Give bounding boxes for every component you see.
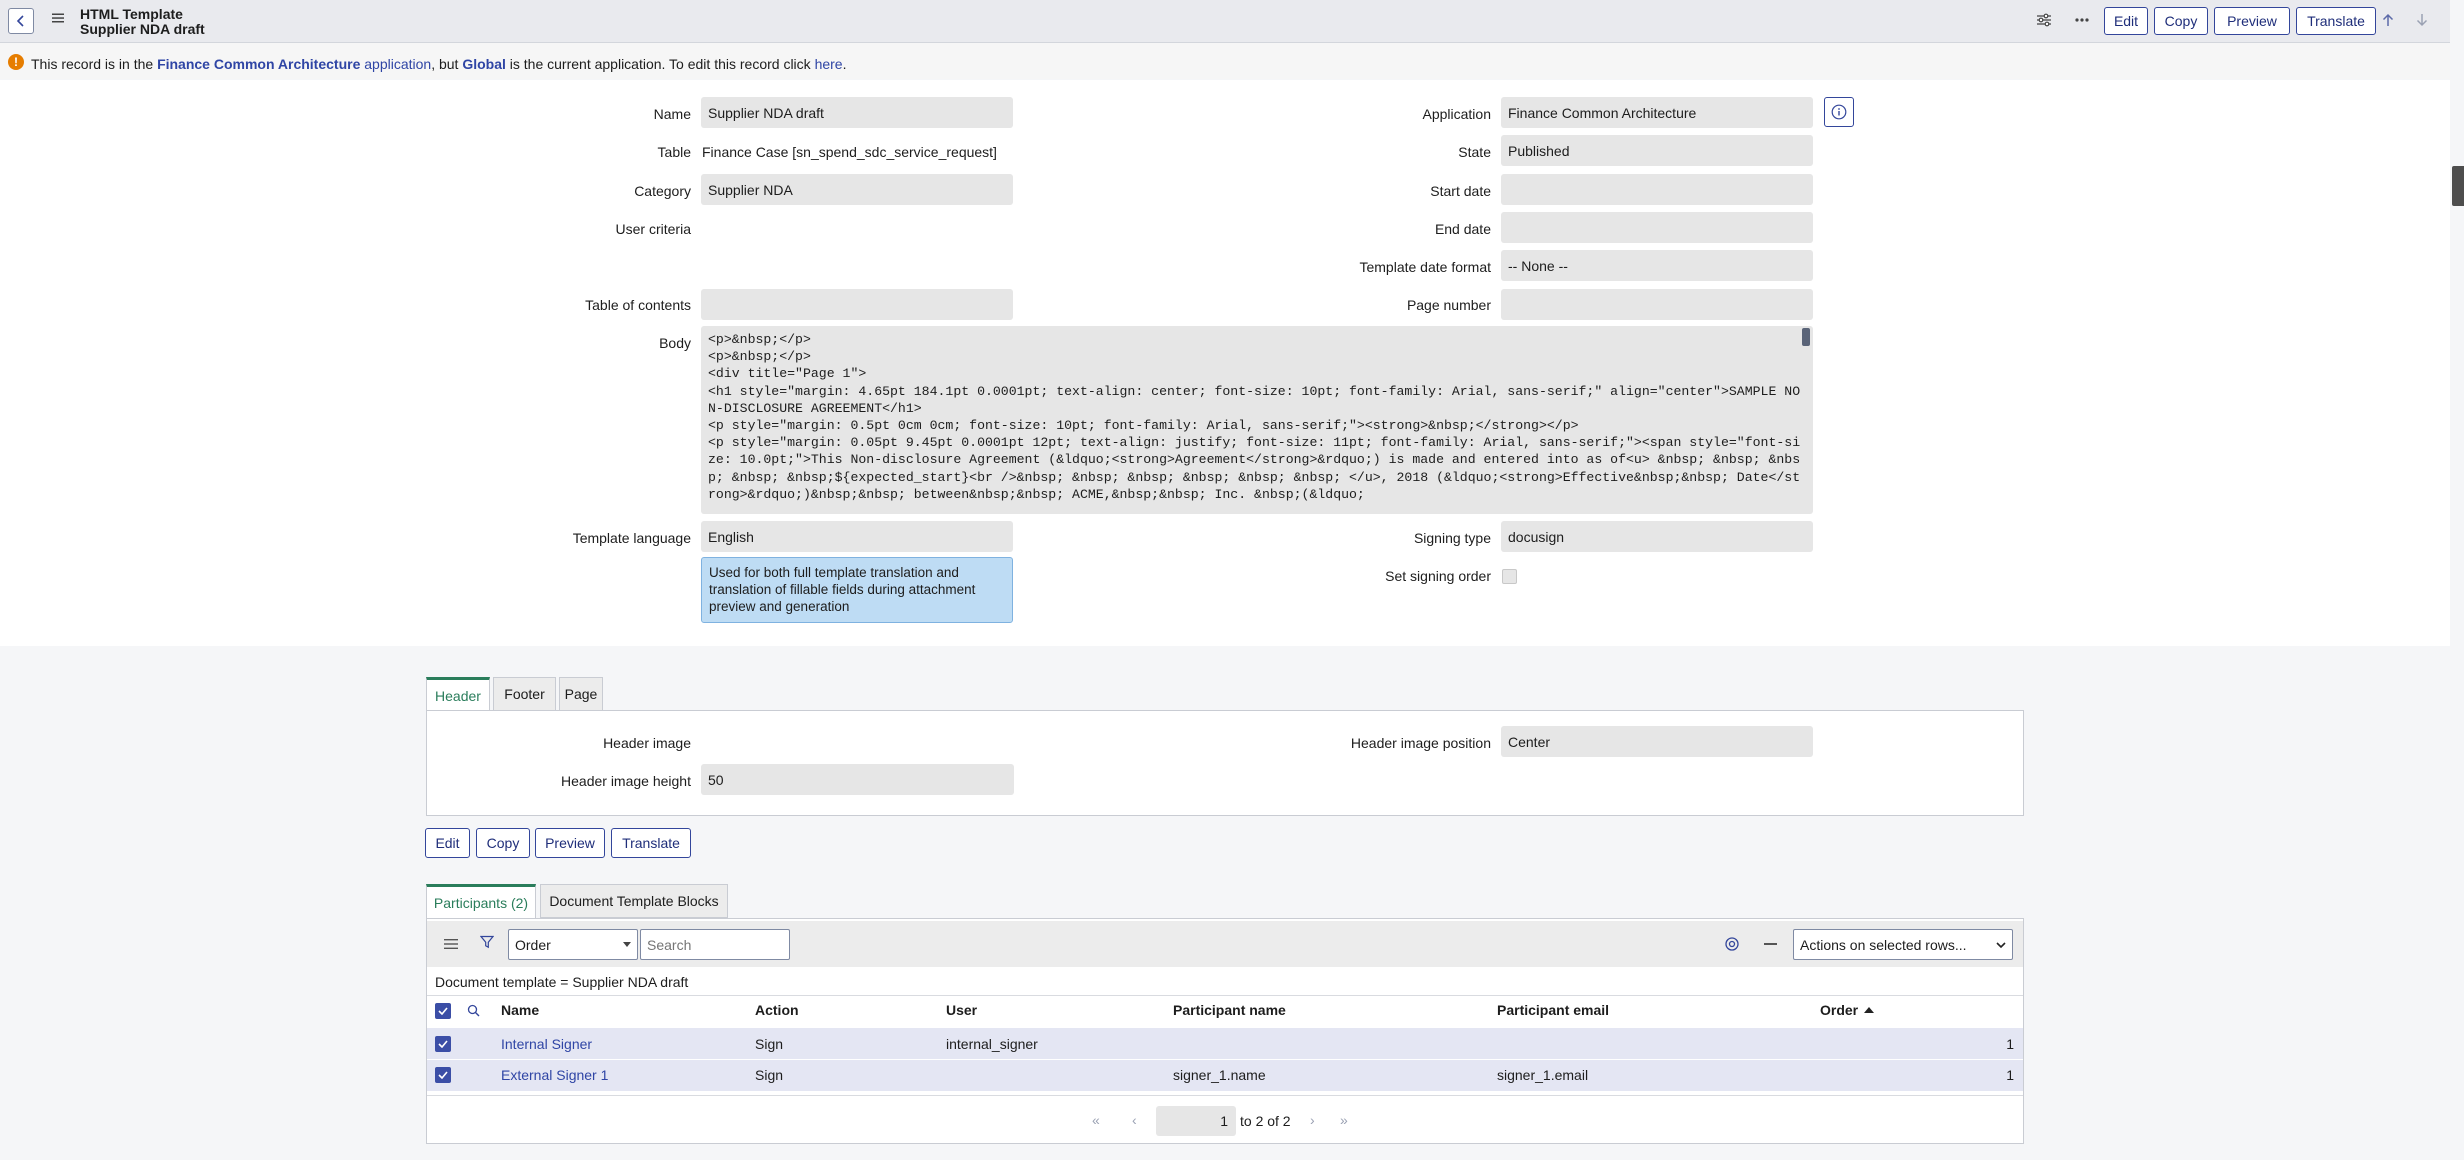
set-signing-order-checkbox[interactable] [1502, 569, 1517, 584]
row-action: Sign [755, 1036, 784, 1052]
arrow-up-icon[interactable] [2378, 10, 2398, 30]
state-field[interactable]: Published [1501, 135, 1813, 166]
tab-page[interactable]: Page [559, 677, 603, 711]
tab-footer[interactable]: Footer [493, 677, 556, 711]
header-image-position-select[interactable]: Center [1501, 726, 1813, 757]
name-field[interactable]: Supplier NDA draft [701, 97, 1013, 128]
settings-sliders-icon[interactable] [2034, 10, 2054, 30]
tab-header[interactable]: Header [426, 677, 490, 711]
select-all-checkbox[interactable] [435, 1003, 451, 1019]
user-criteria-label: User criteria [615, 221, 691, 237]
filter-icon[interactable] [480, 935, 494, 952]
template-language-label: Template language [572, 530, 691, 546]
previous-page-icon[interactable]: ‹ [1132, 1112, 1137, 1128]
toc-label: Table of contents [585, 297, 691, 313]
next-page-icon[interactable]: › [1310, 1112, 1315, 1128]
name-label: Name [653, 106, 691, 122]
application-field[interactable]: Finance Common Architecture [1501, 97, 1813, 128]
list-menu-icon[interactable] [444, 937, 458, 953]
row-participant-name: signer_1.name [1173, 1067, 1266, 1083]
list-search-input[interactable] [640, 929, 790, 960]
chevron-down-icon [1996, 941, 2006, 949]
template-language-field[interactable]: English [701, 521, 1013, 552]
copy-button[interactable]: Copy [476, 828, 530, 858]
collapse-icon[interactable] [1764, 943, 1777, 945]
page-current: 1 [1220, 1113, 1228, 1129]
arrow-down-icon[interactable] [2412, 10, 2432, 30]
page-range: to 2 of 2 [1240, 1113, 1291, 1129]
row-user: internal_signer [946, 1036, 1038, 1052]
table-value: Finance Case [sn_spend_sdc_service_request] [702, 144, 997, 160]
column-header-order[interactable]: Order [1820, 1002, 1859, 1018]
sort-ascending-icon[interactable] [1864, 1007, 1874, 1013]
banner-text-post: is the current application. To edit this record click [505, 56, 815, 72]
category-label: Category [634, 183, 691, 199]
column-search-icon[interactable] [467, 1004, 480, 1020]
column-header-user[interactable]: User [946, 1002, 978, 1018]
more-icon[interactable] [2072, 10, 2092, 30]
column-header-participant-name[interactable]: Participant name [1173, 1002, 1286, 1018]
header-copy-button[interactable]: Copy [2154, 7, 2208, 35]
side-panel-handle[interactable] [2452, 166, 2464, 206]
template-language-hint: Used for both full template translation and translation of fillable fields during attachment preview and generation [701, 557, 1013, 623]
hamburger-icon[interactable] [52, 11, 64, 23]
header-translate-button[interactable]: Translate [2296, 7, 2376, 35]
page-number-field[interactable] [1501, 289, 1813, 320]
gear-icon[interactable] [1724, 936, 1740, 955]
form-title-type: HTML Template [80, 6, 183, 22]
row-order: 1 [2006, 1036, 2014, 1052]
list-breadcrumb: Document template = Supplier NDA draft [435, 974, 689, 990]
date-format-select[interactable]: -- None -- [1501, 250, 1813, 281]
row-action: Sign [755, 1067, 784, 1083]
banner-app-name: Finance Common Architecture [157, 56, 361, 72]
banner-app-link[interactable] [157, 56, 431, 72]
header-image-label: Header image [603, 735, 691, 751]
preview-button[interactable]: Preview [535, 828, 605, 858]
translate-button[interactable]: Translate [611, 828, 691, 858]
end-date-label: End date [1434, 221, 1491, 237]
row-name-link[interactable]: External Signer 1 [501, 1067, 609, 1083]
tab-document-template-blocks[interactable]: Document Template Blocks [540, 884, 728, 918]
row-checkbox[interactable] [435, 1036, 451, 1052]
header-divider [427, 995, 2023, 996]
row-participant-email: signer_1.email [1497, 1067, 1589, 1083]
header-preview-button[interactable]: Preview [2214, 7, 2290, 35]
back-arrow-icon [16, 15, 26, 27]
row-checkbox[interactable] [435, 1067, 451, 1083]
table-row[interactable] [427, 1028, 2023, 1059]
application-label: Application [1422, 106, 1491, 122]
first-page-icon[interactable]: « [1092, 1112, 1100, 1128]
header-image-height-label: Header image height [561, 773, 691, 789]
info-icon [1831, 104, 1847, 120]
page-number-label: Page number [1406, 297, 1491, 313]
signing-type-field[interactable]: docusign [1501, 521, 1813, 552]
application-info-button[interactable] [1824, 97, 1854, 127]
last-page-icon[interactable]: » [1340, 1112, 1348, 1128]
chevron-down-icon [623, 942, 631, 947]
form-title-record: Supplier NDA draft [80, 21, 205, 37]
set-signing-order-label: Set signing order [1385, 568, 1491, 584]
banner-text-mid: , but [431, 56, 463, 72]
filter-field-select[interactable] [508, 929, 638, 960]
body-label: Body [659, 335, 691, 351]
start-date-label: Start date [1430, 183, 1491, 199]
body-textarea[interactable]: <p>&nbsp;</p> <p>&nbsp;</p> <div title="Page 1"> <h1 style="margin: 4.65pt 184.1pt 0.0001pt; text-align: center; font-size: 10pt; font-family: Arial, sans-serif;" align="center">SAMPLE NON-DISCLOSURE AGREEMENT</h1> <p style="margin: 0.5pt 0cm 0cm; font-size: 10pt; font-family: Arial, sans-serif;"><strong>&nbsp;</strong></p> <p style="margin: 0.05pt 9.45pt 0.0001pt 12pt; text-align: justify; font-size: 11pt; font-family: Arial, sans-serif;"><span style="font-size: 10.0pt;">This Non-disclosure Agreement (&ldquo;<strong>Agreement</strong>&rdquo;) is made and entered into as of<u> &nbsp; &nbsp; &nbsp; &nbsp; &nbsp;${expected_start}<br />&nbsp; &nbsp; &nbsp; &nbsp; &nbsp; &nbsp; </u>, 2018 (&ldquo;<strong>Effective&nbsp;&nbsp; Date</strong>&rdquo;)&nbsp;&nbsp; between&nbsp;&nbsp; ACME,&nbsp;&nbsp; Inc. &nbsp;(&ldquo; [701, 326, 1813, 514]
row-name-link[interactable]: Internal Signer [501, 1036, 593, 1052]
toc-field[interactable] [701, 289, 1013, 320]
column-header-name[interactable]: Name [501, 1002, 540, 1018]
banner-here-link[interactable]: here [814, 56, 843, 72]
row-order: 1 [2006, 1067, 2014, 1083]
warning-icon: ! [8, 54, 24, 70]
body-scrollbar[interactable] [1802, 328, 1810, 346]
header-edit-button[interactable]: Edit [2104, 7, 2148, 35]
actions-on-selected-rows-select[interactable] [1793, 929, 2013, 960]
banner-text-pre: This record is in the [31, 56, 158, 72]
column-header-participant-email[interactable]: Participant email [1497, 1002, 1610, 1018]
start-date-field[interactable] [1501, 174, 1813, 205]
footer-divider [427, 1095, 2023, 1096]
page-input[interactable] [1156, 1106, 1236, 1136]
header-image-position-label: Header image position [1350, 735, 1491, 751]
date-format-label: Template date format [1359, 259, 1491, 275]
banner-app-word: application [360, 56, 432, 72]
state-label: State [1458, 144, 1491, 160]
back-button[interactable] [8, 8, 34, 34]
header-image-height-field[interactable]: 50 [701, 764, 1014, 795]
banner-current-app: Global [462, 56, 506, 72]
table-label: Table [657, 144, 691, 160]
filter-field-value: Order [515, 936, 551, 953]
category-field[interactable]: Supplier NDA [701, 174, 1013, 205]
banner-message [31, 56, 846, 72]
end-date-field[interactable] [1501, 212, 1813, 243]
banner-text-end: . [842, 56, 847, 72]
edit-button[interactable]: Edit [425, 828, 470, 858]
tab-participants[interactable]: Participants (2) [426, 884, 536, 918]
column-header-action[interactable]: Action [755, 1002, 799, 1018]
actions-select-value: Actions on selected rows... [1800, 936, 1967, 953]
signing-type-label: Signing type [1413, 530, 1491, 546]
